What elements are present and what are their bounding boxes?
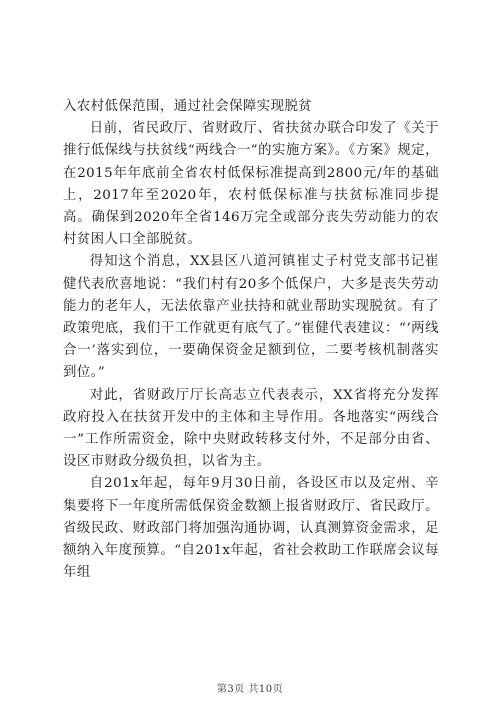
paragraph-finance-statement: 对此，省财政厅厅长高志立代表表示，XX省将充分发挥政府投入在扶贫开发中的主体和主导作用。各地落实“两线合一”工作所需资金，除中央财政转移支付外，不足部分由省、设区市财政分级负担，以省为主。 xyxy=(63,387,439,470)
page-footer: 第3页 共10页 xyxy=(216,684,284,695)
paragraph-village-reaction: 得知这个消息，XX县区八道河镇崔丈子村党支部书记崔健代表欣喜地说：“我们村有20多个低保户，大多是丧失劳动能力的老年人，无法依靠产业扶持和就业帮助实现脱贫。有了政策兜底，我们干工作就更有底气了。”崔健代表建议：“‘两线合一’落实到位，一要确保资金足额到位，二要考核机制落实到位。” xyxy=(63,254,439,381)
paragraph-continuation: 入农村低保范围，通过社会保障实现脱贫 xyxy=(63,99,313,114)
paragraph-funding-schedule: 自201x年起，每年9月30日前，各设区市以及定州、辛集要将下一年度所需低保资金数额上报省财政厅、省民政厅。省级民政、财政部门将加强沟通协调，认真测算资金需求，足额纳入年度预算。“自201x年起，省社会救助工作联席会议每年组 xyxy=(63,476,439,581)
document-body xyxy=(63,96,439,584)
paragraph-policy-notice: 日前，省民政厅、省财政厅、省扶贫办联合印发了《关于推行低保线与扶贫线“两线合一”的实施方案》。《方案》规定，在2015年年底前全省农村低保标准提高到2800元/年的基础上，2017年至2020年，农村低保标准与扶贫标准同步提高。确保到2020年全省146万完全或部分丧失劳动能力的农村贫困人口全部脱贫。 xyxy=(63,121,439,248)
